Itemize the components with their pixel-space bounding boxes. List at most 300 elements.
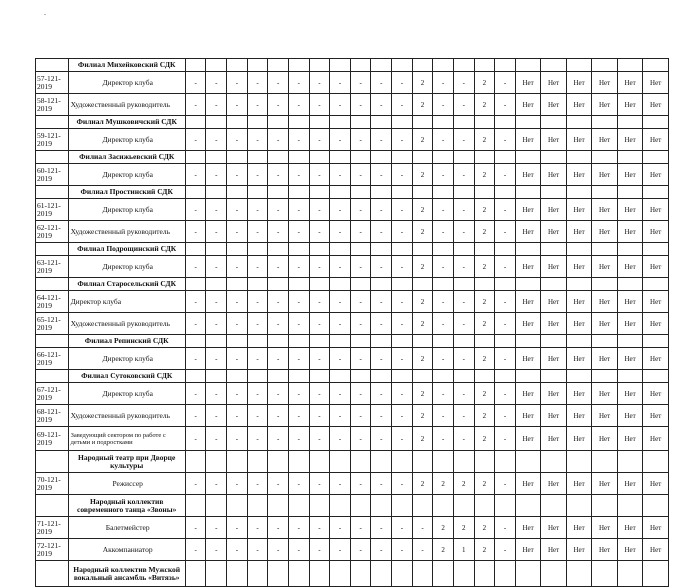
value-cell: 2 — [412, 405, 433, 427]
value-cell: - — [185, 405, 206, 427]
value-cell: 2 — [474, 348, 495, 370]
section-row — [36, 561, 669, 587]
table-row — [36, 539, 669, 561]
answer-cell: Нет — [617, 473, 643, 495]
empty-cell — [474, 278, 495, 291]
empty-cell — [36, 151, 69, 164]
value-cell: - — [185, 473, 206, 495]
empty-cell — [371, 186, 392, 199]
empty-cell — [309, 451, 330, 473]
value-cell: - — [268, 256, 289, 278]
answer-cell: Нет — [515, 129, 541, 151]
value-cell: - — [206, 221, 227, 243]
section-row — [36, 151, 669, 164]
value-cell: - — [309, 383, 330, 405]
answer-cell: Нет — [592, 256, 618, 278]
empty-cell — [566, 278, 592, 291]
value-cell: - — [350, 72, 371, 94]
answer-cell: Нет — [515, 164, 541, 186]
position-name: Директор клуба — [68, 72, 185, 94]
value-cell: - — [309, 256, 330, 278]
empty-cell — [541, 495, 567, 517]
position-name: Директор клуба — [68, 164, 185, 186]
empty-cell — [309, 151, 330, 164]
empty-cell — [185, 116, 206, 129]
answer-cell: Нет — [566, 129, 592, 151]
empty-cell — [185, 243, 206, 256]
value-cell: - — [247, 517, 268, 539]
value-cell: - — [185, 221, 206, 243]
value-cell: - — [185, 199, 206, 221]
value-cell: - — [268, 164, 289, 186]
value-cell: - — [495, 221, 516, 243]
empty-cell — [371, 59, 392, 72]
value-cell: - — [309, 164, 330, 186]
empty-cell — [247, 243, 268, 256]
empty-cell — [433, 116, 454, 129]
answer-cell: Нет — [643, 221, 669, 243]
empty-cell — [643, 243, 669, 256]
value-cell: - — [350, 291, 371, 313]
answer-cell: Нет — [541, 256, 567, 278]
value-cell: - — [185, 94, 206, 116]
empty-cell — [392, 116, 413, 129]
value-cell: - — [433, 405, 454, 427]
value-cell: 2 — [433, 539, 454, 561]
empty-cell — [227, 495, 248, 517]
value-cell: 2 — [412, 94, 433, 116]
position-name: Заведующий сектором по работе с детьми и подростками — [68, 427, 185, 451]
value-cell: - — [392, 291, 413, 313]
empty-cell — [592, 451, 618, 473]
empty-cell — [206, 243, 227, 256]
answer-cell: Нет — [617, 256, 643, 278]
value-cell: - — [185, 348, 206, 370]
empty-cell — [309, 59, 330, 72]
empty-cell — [412, 451, 433, 473]
empty-cell — [453, 561, 474, 587]
value-cell: - — [495, 129, 516, 151]
value-cell: - — [247, 72, 268, 94]
answer-cell: Нет — [643, 539, 669, 561]
value-cell: - — [330, 427, 351, 451]
row-code: 66-121-2019 — [36, 348, 69, 370]
table-row — [36, 473, 669, 495]
empty-cell — [330, 151, 351, 164]
empty-cell — [36, 116, 69, 129]
value-cell: - — [495, 256, 516, 278]
value-cell: - — [227, 517, 248, 539]
value-cell: - — [350, 517, 371, 539]
value-cell: - — [206, 94, 227, 116]
empty-cell — [474, 495, 495, 517]
answer-cell: Нет — [515, 94, 541, 116]
empty-cell — [371, 278, 392, 291]
value-cell: - — [495, 313, 516, 335]
value-cell: - — [288, 517, 309, 539]
empty-cell — [566, 116, 592, 129]
empty-cell — [617, 278, 643, 291]
value-cell: 2 — [453, 473, 474, 495]
value-cell: - — [392, 256, 413, 278]
answer-cell: Нет — [592, 72, 618, 94]
empty-cell — [309, 243, 330, 256]
value-cell: - — [330, 313, 351, 335]
empty-cell — [330, 116, 351, 129]
value-cell: 2 — [474, 199, 495, 221]
empty-cell — [474, 243, 495, 256]
value-cell: 2 — [474, 517, 495, 539]
empty-cell — [474, 561, 495, 587]
value-cell: - — [371, 164, 392, 186]
empty-cell — [412, 335, 433, 348]
answer-cell: Нет — [541, 94, 567, 116]
value-cell: - — [206, 256, 227, 278]
section-row — [36, 495, 669, 517]
answer-cell: Нет — [592, 221, 618, 243]
position-name: Режиссер — [68, 473, 185, 495]
value-cell: - — [433, 313, 454, 335]
answer-cell: Нет — [566, 221, 592, 243]
value-cell: 2 — [412, 313, 433, 335]
empty-cell — [371, 116, 392, 129]
answer-cell: Нет — [643, 348, 669, 370]
answer-cell: Нет — [592, 199, 618, 221]
table-row — [36, 291, 669, 313]
row-code: 59-121-2019 — [36, 129, 69, 151]
value-cell: - — [392, 427, 413, 451]
answer-cell: Нет — [541, 383, 567, 405]
empty-cell — [541, 151, 567, 164]
empty-cell — [227, 59, 248, 72]
empty-cell — [392, 370, 413, 383]
value-cell: - — [330, 221, 351, 243]
value-cell: - — [268, 383, 289, 405]
value-cell: 2 — [474, 291, 495, 313]
empty-cell — [330, 561, 351, 587]
empty-cell — [350, 495, 371, 517]
answer-cell: Нет — [515, 427, 541, 451]
value-cell: 2 — [453, 517, 474, 539]
value-cell: 2 — [474, 129, 495, 151]
empty-cell — [185, 370, 206, 383]
row-code: 70-121-2019 — [36, 473, 69, 495]
answer-cell: Нет — [617, 94, 643, 116]
value-cell: - — [453, 427, 474, 451]
empty-cell — [247, 451, 268, 473]
empty-cell — [515, 561, 541, 587]
value-cell: - — [268, 348, 289, 370]
value-cell: - — [206, 291, 227, 313]
answer-cell: Нет — [643, 313, 669, 335]
answer-cell: Нет — [541, 473, 567, 495]
row-code: 61-121-2019 — [36, 199, 69, 221]
table-row — [36, 164, 669, 186]
empty-cell — [185, 186, 206, 199]
value-cell: - — [392, 313, 413, 335]
value-cell: - — [247, 348, 268, 370]
value-cell: - — [392, 383, 413, 405]
answer-cell: Нет — [541, 313, 567, 335]
value-cell: 2 — [474, 427, 495, 451]
value-cell: 2 — [474, 313, 495, 335]
section-row — [36, 278, 669, 291]
empty-cell — [412, 186, 433, 199]
empty-cell — [288, 278, 309, 291]
empty-cell — [371, 495, 392, 517]
value-cell: - — [330, 72, 351, 94]
empty-cell — [541, 561, 567, 587]
value-cell: - — [247, 473, 268, 495]
value-cell: - — [227, 291, 248, 313]
empty-cell — [268, 278, 289, 291]
empty-cell — [247, 116, 268, 129]
value-cell: - — [371, 383, 392, 405]
answer-cell: Нет — [592, 405, 618, 427]
value-cell: - — [495, 199, 516, 221]
value-cell: - — [453, 221, 474, 243]
empty-cell — [412, 243, 433, 256]
table-row — [36, 199, 669, 221]
value-cell: - — [309, 291, 330, 313]
empty-cell — [288, 370, 309, 383]
value-cell: - — [288, 427, 309, 451]
empty-cell — [453, 370, 474, 383]
empty-cell — [268, 243, 289, 256]
empty-cell — [185, 495, 206, 517]
value-cell: - — [350, 348, 371, 370]
empty-cell — [592, 335, 618, 348]
value-cell: - — [288, 313, 309, 335]
value-cell: - — [309, 313, 330, 335]
answer-cell: Нет — [617, 221, 643, 243]
empty-cell — [433, 335, 454, 348]
empty-cell — [453, 116, 474, 129]
answer-cell: Нет — [515, 291, 541, 313]
empty-cell — [592, 561, 618, 587]
value-cell: - — [350, 383, 371, 405]
answer-cell: Нет — [566, 94, 592, 116]
empty-cell — [309, 335, 330, 348]
empty-cell — [617, 561, 643, 587]
value-cell: - — [206, 539, 227, 561]
value-cell: 2 — [412, 129, 433, 151]
value-cell: - — [392, 199, 413, 221]
value-cell: - — [453, 199, 474, 221]
value-cell: - — [247, 291, 268, 313]
answer-cell: Нет — [592, 348, 618, 370]
row-code: 68-121-2019 — [36, 405, 69, 427]
value-cell: 2 — [412, 199, 433, 221]
empty-cell — [330, 370, 351, 383]
value-cell: - — [227, 383, 248, 405]
empty-cell — [330, 451, 351, 473]
empty-cell — [515, 116, 541, 129]
answer-cell: Нет — [566, 313, 592, 335]
answer-cell: Нет — [566, 473, 592, 495]
value-cell: 2 — [412, 427, 433, 451]
value-cell: - — [433, 291, 454, 313]
value-cell: - — [392, 72, 413, 94]
value-cell: - — [330, 256, 351, 278]
answer-cell: Нет — [592, 129, 618, 151]
empty-cell — [185, 561, 206, 587]
row-code: 71-121-2019 — [36, 517, 69, 539]
table-row — [36, 129, 669, 151]
value-cell: - — [495, 383, 516, 405]
empty-cell — [541, 186, 567, 199]
row-code: 57-121-2019 — [36, 72, 69, 94]
empty-cell — [412, 59, 433, 72]
answer-cell: Нет — [566, 539, 592, 561]
empty-cell — [268, 370, 289, 383]
empty-cell — [288, 151, 309, 164]
section-title: Филиал Подрощинский СДК — [68, 243, 185, 256]
answer-cell: Нет — [617, 348, 643, 370]
empty-cell — [185, 451, 206, 473]
empty-cell — [515, 451, 541, 473]
empty-cell — [474, 59, 495, 72]
empty-cell — [566, 335, 592, 348]
row-code: 65-121-2019 — [36, 313, 69, 335]
empty-cell — [643, 59, 669, 72]
empty-cell — [330, 335, 351, 348]
answer-cell: Нет — [566, 164, 592, 186]
table-row — [36, 313, 669, 335]
value-cell: - — [433, 164, 454, 186]
empty-cell — [392, 151, 413, 164]
empty-cell — [412, 561, 433, 587]
value-cell: - — [268, 72, 289, 94]
value-cell: - — [227, 313, 248, 335]
value-cell: - — [206, 517, 227, 539]
empty-cell — [643, 451, 669, 473]
value-cell: - — [371, 291, 392, 313]
empty-cell — [371, 243, 392, 256]
value-cell: - — [227, 94, 248, 116]
empty-cell — [288, 561, 309, 587]
empty-cell — [227, 116, 248, 129]
answer-cell: Нет — [515, 383, 541, 405]
section-row — [36, 59, 669, 72]
answer-cell: Нет — [592, 517, 618, 539]
answer-cell: Нет — [643, 383, 669, 405]
value-cell: - — [247, 256, 268, 278]
empty-cell — [453, 186, 474, 199]
empty-cell — [453, 335, 474, 348]
empty-cell — [495, 151, 516, 164]
empty-cell — [541, 278, 567, 291]
empty-cell — [309, 278, 330, 291]
value-cell: - — [288, 164, 309, 186]
table-row — [36, 348, 669, 370]
answer-cell: Нет — [566, 72, 592, 94]
value-cell: - — [288, 473, 309, 495]
section-title: Филиал Простинский СДК — [68, 186, 185, 199]
table-row — [36, 427, 669, 451]
empty-cell — [453, 59, 474, 72]
answer-cell: Нет — [515, 539, 541, 561]
empty-cell — [247, 278, 268, 291]
empty-cell — [371, 370, 392, 383]
value-cell: - — [247, 405, 268, 427]
section-row — [36, 451, 669, 473]
empty-cell — [227, 243, 248, 256]
value-cell: - — [185, 383, 206, 405]
empty-cell — [371, 451, 392, 473]
value-cell: - — [206, 427, 227, 451]
empty-cell — [412, 278, 433, 291]
empty-cell — [268, 335, 289, 348]
value-cell: - — [185, 291, 206, 313]
table-row — [36, 256, 669, 278]
value-cell: - — [247, 94, 268, 116]
value-cell: - — [309, 405, 330, 427]
empty-cell — [309, 495, 330, 517]
value-cell: - — [309, 199, 330, 221]
value-cell: - — [206, 383, 227, 405]
empty-cell — [453, 278, 474, 291]
value-cell: 2 — [412, 164, 433, 186]
value-cell: 2 — [474, 473, 495, 495]
empty-cell — [268, 59, 289, 72]
value-cell: - — [453, 405, 474, 427]
value-cell: - — [350, 199, 371, 221]
value-cell: - — [330, 291, 351, 313]
empty-cell — [247, 151, 268, 164]
empty-cell — [495, 59, 516, 72]
answer-cell: Нет — [617, 313, 643, 335]
value-cell: - — [268, 427, 289, 451]
value-cell: 2 — [474, 539, 495, 561]
answer-cell: Нет — [643, 72, 669, 94]
empty-cell — [433, 495, 454, 517]
position-name: Директор клуба — [68, 348, 185, 370]
value-cell: - — [288, 221, 309, 243]
row-code: 72-121-2019 — [36, 539, 69, 561]
position-name: Директор клуба — [68, 291, 185, 313]
answer-cell: Нет — [566, 256, 592, 278]
value-cell: - — [453, 291, 474, 313]
answer-cell: Нет — [617, 405, 643, 427]
empty-cell — [392, 59, 413, 72]
value-cell: - — [495, 291, 516, 313]
empty-cell — [643, 370, 669, 383]
answer-cell: Нет — [515, 221, 541, 243]
value-cell: 1 — [453, 539, 474, 561]
answer-cell: Нет — [566, 517, 592, 539]
section-title: Филиал Мушковичский СДК — [68, 116, 185, 129]
empty-cell — [617, 186, 643, 199]
empty-cell — [617, 116, 643, 129]
value-cell: 2 — [412, 221, 433, 243]
value-cell: - — [392, 539, 413, 561]
empty-cell — [495, 495, 516, 517]
value-cell: 2 — [412, 348, 433, 370]
answer-cell: Нет — [617, 517, 643, 539]
empty-cell — [350, 59, 371, 72]
value-cell: - — [206, 473, 227, 495]
value-cell: - — [268, 473, 289, 495]
value-cell: - — [350, 539, 371, 561]
empty-cell — [515, 151, 541, 164]
empty-cell — [268, 561, 289, 587]
empty-cell — [350, 151, 371, 164]
empty-cell — [617, 151, 643, 164]
empty-cell — [330, 243, 351, 256]
empty-cell — [541, 451, 567, 473]
empty-cell — [268, 186, 289, 199]
